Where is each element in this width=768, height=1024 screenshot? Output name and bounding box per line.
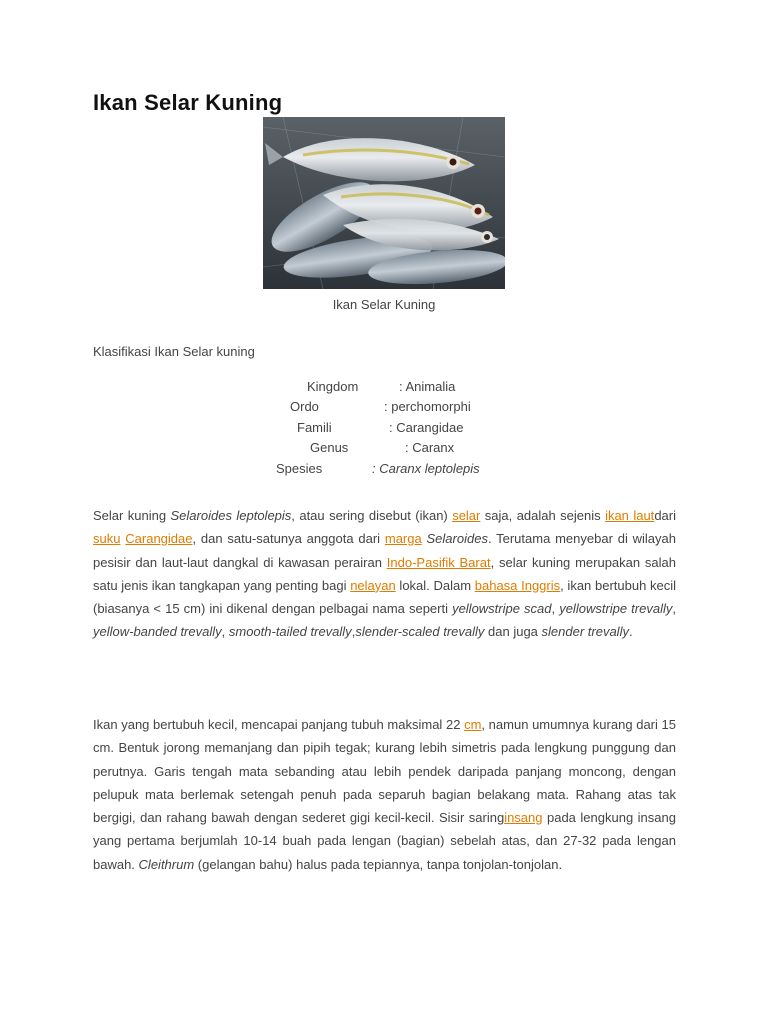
text: saja, adalah sejenis — [480, 508, 606, 523]
tax-label-kingdom: Kingdom — [307, 379, 359, 394]
text: pada lengkung insang yang pertama berjumlah 10-14 buah pada lengan (bagian) sebelah atas, dan 27-32 pada lengan bawah. — [93, 810, 676, 872]
tax-label-genus: Genus — [310, 440, 349, 455]
text: , namun umumnya kurang dari 15 cm. Bentuk jorong memanjang dan pipih tegak; kurang lebih simetris pada lengkung punggung dan perutnya. Garis tengah mata sebanding atau lebih pendek daripada panjang moncong, dengan pelupuk mata berlemak setengah penuh pada separuh bagian belakang mata. Rahang atas tak bergigi, dan rahang bawah dengan sederet gigi kecil-kecil. Sisir saring — [93, 717, 676, 826]
scientific-name: Selaroides leptolepis — [170, 508, 292, 523]
link-cm[interactable]: cm — [464, 717, 482, 732]
link-suku[interactable]: suku — [93, 531, 121, 547]
text: Selar kuning — [93, 508, 171, 523]
text: dan juga — [484, 624, 542, 640]
common-name: slender trevally — [541, 624, 629, 640]
text: Ikan yang bertubuh kecil, mencapai panjang tubuh maksimal 22 — [93, 717, 465, 732]
text: , — [551, 601, 560, 617]
text: , selar kuning merupakan salah satu jenis ikan tangkapan yang penting bagi — [93, 554, 676, 593]
text: , ikan bertubuh kecil (biasanya < 15 cm) ini dikenal dengan pelbagai nama seperti — [93, 577, 677, 617]
text: , — [351, 624, 356, 640]
text: dari — [654, 508, 676, 523]
anatomy-term: Cleithrum — [138, 856, 195, 872]
common-name: yellowstripe trevally — [559, 601, 673, 617]
link-bahasa-inggris[interactable]: bahasa Inggris — [474, 577, 561, 593]
link-carangidae[interactable]: Carangidae — [125, 531, 193, 547]
common-name: yellow-banded trevally — [93, 624, 222, 640]
common-name: slender-scaled trevally — [355, 624, 485, 640]
text: lokal. Dalam — [395, 577, 475, 593]
common-name: yellowstripe scad — [452, 601, 552, 617]
text: , dan satu-satunya anggota dari — [192, 531, 385, 547]
link-selar[interactable]: selar — [452, 508, 481, 523]
text: (gelangan bahu) halus pada tepiannya, tanpa tonjolan-tonjolan. — [194, 856, 563, 872]
link-indo-pasifik-barat[interactable]: Indo-Pasifik Barat — [386, 554, 491, 570]
text: . — [628, 624, 633, 640]
tax-value-famili: : Carangidae — [389, 420, 464, 435]
link-nelayan[interactable]: nelayan — [350, 577, 396, 593]
common-name: smooth-tailed trevally — [228, 624, 352, 640]
tax-label-famili: Famili — [297, 420, 332, 435]
text: , — [672, 601, 676, 617]
tax-label-spesies: Spesies — [276, 461, 323, 476]
fish-photo-icon — [263, 117, 505, 289]
scientific-name: Selaroides — [426, 531, 488, 547]
text: , atau sering disebut (ikan) — [291, 508, 453, 523]
paragraph-morphology — [93, 713, 676, 876]
link-ikan-laut[interactable]: ikan laut — [605, 508, 655, 523]
text: , — [221, 624, 229, 640]
page-title: Ikan Selar Kuning — [93, 90, 283, 115]
tax-value-kingdom: : Animalia — [399, 379, 456, 394]
link-insang[interactable]: insang — [504, 810, 543, 826]
classification-heading: Klasifikasi Ikan Selar kuning — [93, 344, 255, 359]
text: . Terutama menyebar di wilayah pesisir dan laut-laut dangkal di kawasan perairan — [93, 531, 676, 570]
tax-value-spesies: : Caranx leptolepis — [372, 461, 480, 476]
image-caption: Ikan Selar Kuning — [332, 297, 436, 312]
tax-label-ordo: Ordo — [290, 399, 319, 414]
tax-value-ordo: : perchomorphi — [384, 399, 471, 414]
tax-value-genus: : Caranx — [405, 440, 455, 455]
paragraph-description — [93, 504, 676, 644]
link-marga[interactable]: marga — [384, 531, 422, 547]
